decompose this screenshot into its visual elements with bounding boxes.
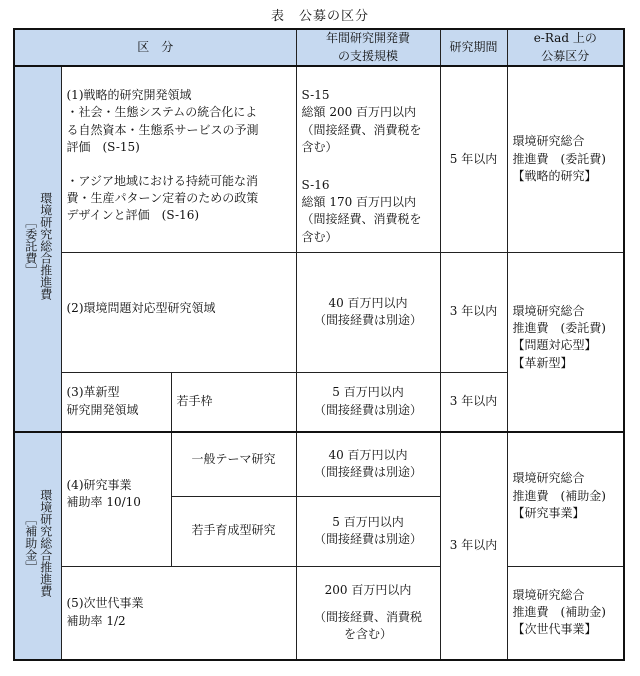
header-erad	[507, 29, 624, 66]
strategic-item2-l2: 費・生産パターン定着のための政策	[66, 190, 259, 205]
nextgen-scale-l1: 200 百万円以内	[324, 582, 412, 597]
cell-innovative-scale	[296, 372, 440, 432]
cell-subsidy-period	[440, 432, 507, 660]
cell-problem-erad	[507, 252, 624, 432]
strategic-title: (1)戦略的研究開発領域	[66, 88, 192, 102]
research-title-l2: 補助率 10/10	[66, 495, 141, 510]
innovative-title-l1: (3)革新型	[66, 385, 120, 400]
research-erad-l2: 推進費 (補助金)	[512, 488, 606, 503]
cell-innovative-period	[440, 372, 507, 432]
cell-young	[171, 496, 296, 566]
side-label-text: 環境研究総合推進費	[38, 192, 53, 301]
research-erad-l1: 環境研究総合	[512, 471, 585, 486]
s16-note1: （間接経費、消費税を	[301, 212, 422, 227]
header-category-label: 区 分	[137, 39, 174, 54]
table-row	[14, 566, 624, 660]
nextgen-erad-l2: 推進費 (補助金)	[512, 605, 606, 620]
table-row	[14, 252, 624, 372]
header-scale	[296, 29, 440, 66]
innovative-scale-l2: （間接経費は別途）	[314, 402, 423, 417]
young-scale-l1: 5 百万円以内	[332, 514, 404, 529]
research-title-l1: (4)研究事業	[66, 477, 132, 492]
strategic-period: 5 年以内	[449, 151, 498, 166]
strategic-item1-l1: ・社会・生態システムの統合化によ	[66, 105, 258, 120]
problem-scale-l2: （間接経費は別途）	[314, 313, 423, 327]
innovative-sub: 若手枠	[176, 394, 213, 409]
innovative-scale-l1: 5 百万円以内	[332, 385, 404, 400]
strategic-item2-l1: ・アジア地域における持続可能な消	[66, 173, 259, 188]
table-row	[14, 432, 624, 496]
cell-general	[171, 432, 296, 496]
cell-problem	[61, 252, 296, 372]
nextgen-scale-l3: （間接経費、消費税	[314, 610, 423, 625]
cell-nextgen-erad	[507, 566, 624, 660]
problem-erad-l4: 【革新型】	[512, 355, 573, 370]
header-row	[14, 29, 624, 66]
cell-nextgen	[61, 566, 296, 660]
strategic-item1-l3: 評価 (S-15)	[66, 140, 140, 155]
problem-erad-l2: 推進費 (委託費)	[512, 320, 606, 335]
header-period-label: 研究期間	[449, 39, 498, 54]
cell-strategic-period	[440, 66, 507, 252]
strategic-erad-l2: 推進費 (委託費)	[512, 151, 606, 166]
problem-scale-l1: 40 百万円以内	[328, 295, 408, 310]
cell-strategic-erad	[507, 66, 624, 252]
table-caption: 表 公募の区分	[270, 9, 369, 24]
nextgen-scale-gap	[297, 599, 440, 609]
nextgen-erad-l3: 【次世代事業】	[512, 622, 597, 637]
strategic-erad-l3: 【戦略的研究】	[512, 168, 597, 183]
side-label-commission	[14, 66, 61, 432]
side-label-sub: ［委託費］	[23, 216, 38, 277]
strategic-erad-l1: 環境研究総合	[512, 134, 585, 149]
cell-strategic-scale	[296, 66, 440, 252]
young-scale-l2: （間接経費は別途）	[314, 532, 423, 546]
category-table	[13, 28, 625, 661]
nextgen-erad-l1: 環境研究総合	[512, 587, 585, 602]
s16-code: S-16	[301, 177, 330, 192]
header-scale-line1: 年間研究開発費	[326, 31, 411, 46]
s15-note2: 含む）	[301, 140, 338, 155]
cell-research	[61, 432, 171, 566]
research-erad-l3: 【研究事業】	[512, 505, 585, 520]
problem-erad-l1: 環境研究総合	[512, 303, 585, 318]
innovative-title-l2: 研究開発領域	[66, 402, 139, 417]
s16-note2: 含む）	[301, 229, 338, 244]
problem-title: (2)環境問題対応型研究領域	[66, 301, 216, 316]
general-scale-l1: 40 百万円以内	[328, 447, 408, 462]
problem-period: 3 年以内	[449, 304, 498, 319]
table-row	[14, 66, 624, 252]
side-label-subsidy	[14, 432, 61, 660]
side-label-text: 環境研究総合推進費	[38, 489, 53, 598]
cell-research-erad	[507, 432, 624, 566]
general-scale-l2: （間接経費は別途）	[314, 465, 423, 480]
s15-note1: （間接経費、消費税を	[301, 122, 422, 137]
header-erad-line2: 公募区分	[541, 48, 590, 63]
cell-nextgen-scale	[296, 566, 440, 660]
header-category	[14, 29, 296, 66]
cell-innovative-sub	[171, 372, 296, 432]
side-label-sub: ［補助金］	[23, 513, 38, 574]
header-period	[440, 29, 507, 66]
nextgen-title-l1: (5)次世代事業	[66, 596, 144, 611]
young-sub: 若手育成型研究	[191, 523, 276, 538]
problem-erad-l3: 【問題対応型】	[512, 338, 597, 353]
header-scale-line2: の支援規模	[338, 48, 399, 63]
s15-amount: 総額 200 百万円以内	[301, 105, 417, 120]
cell-strategic	[61, 66, 296, 252]
cell-problem-scale	[296, 252, 440, 372]
nextgen-title-l2: 補助率 1/2	[66, 613, 126, 628]
nextgen-scale-l4: を含む）	[344, 627, 393, 642]
cell-innovative	[61, 372, 171, 432]
cell-problem-period	[440, 252, 507, 372]
s16-amount: 総額 170 百万円以内	[301, 194, 417, 209]
cell-young-scale	[296, 496, 440, 566]
subsidy-period: 3 年以内	[449, 538, 498, 553]
header-erad-line1: e-Rad 上の	[533, 31, 597, 46]
strategic-item2-l3: デザインと評価 (S-16)	[66, 208, 200, 223]
innovative-period: 3 年以内	[449, 394, 498, 409]
strategic-item1-l2: る自然資本・生態系サービスの予測	[66, 122, 259, 137]
general-sub: 一般テーマ研究	[191, 451, 276, 466]
s15-code: S-15	[301, 88, 330, 102]
cell-general-scale	[296, 432, 440, 496]
